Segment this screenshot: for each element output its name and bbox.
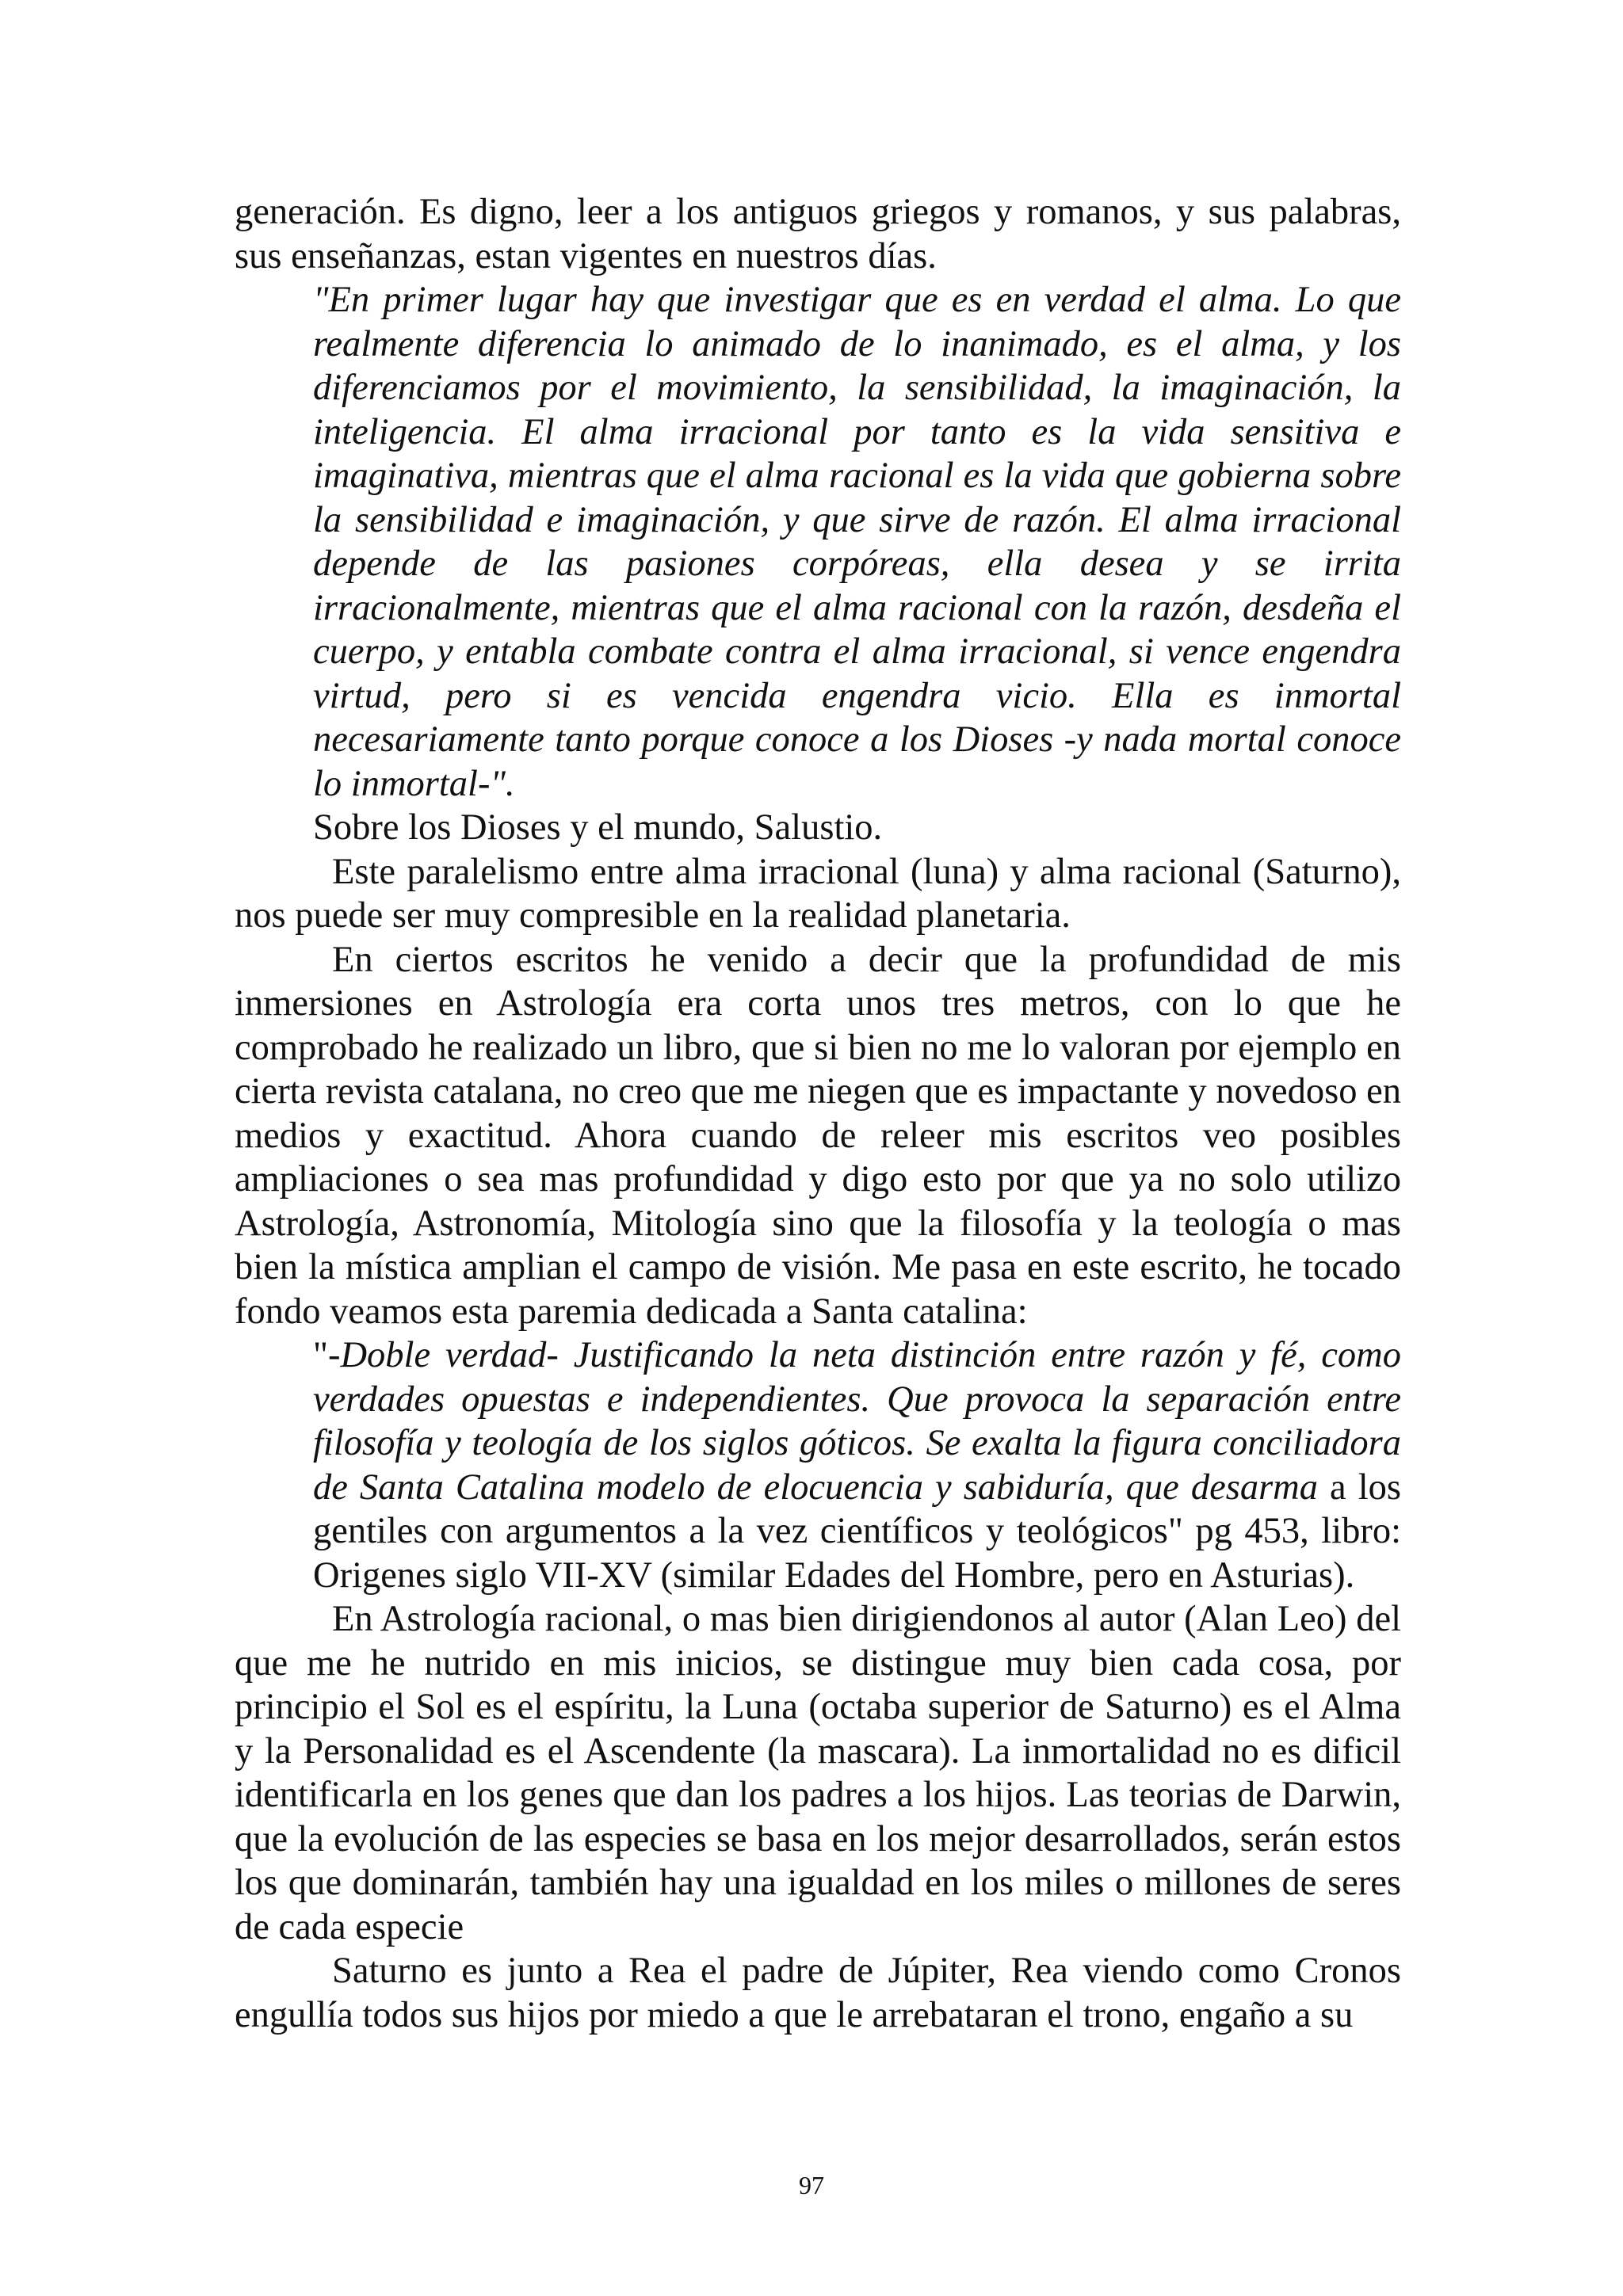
paragraph-paralelismo: Este paralelismo entre alma irracional (luna) y alma racional (Saturno), nos puede ser muy compresible en la realidad planetaria. [235, 851, 1401, 936]
page-number: 97 [799, 2171, 824, 2199]
paragraph-astrologia-racional: En Astrología racional, o mas bien dirigiendonos al autor (Alan Leo) del que me he nutrido en mis inicios, se distingue muy bien cada cosa, por principio el Sol es el espíritu, la Luna (octaba superior de Saturno) es el Alma y la Personalidad es el Ascendente (la mascara). La inmortalidad no es dificil identificarla en los genes que dan los padres a los hijos. Las teorias de Darwin, que la evolución de las especies se basa en los mejor desarrollados, serán estos los que dominarán, también hay una igualdad en los miles o millones de seres de cada especie [235, 1599, 1401, 1947]
quote-salustio: "En primer lugar hay que investigar que es en verdad el alma. Lo que realmente diferencia lo animado de lo inanimado, es el alma, y los diferenciamos por el movimiento, la sensibilidad, la imaginación, la inteligencia. El alma irracional por tanto es la vida sensitiva e imaginativa, mientras que el alma racional es la vida que gobierna sobre la sensibilidad e imaginación, y que sirve de razón. El alma irracional depende de las pasiones corpóreas, ella desea y se irrita irracionalmente, mientras que el alma racional con la razón, desdeña el cuerpo, y entabla combate contra el alma irracional, si vence engendra virtud, pero si es vencida engendra vicio. Ella es inmortal necesariamente tanto porque conoce a los Dioses -y nada mortal conoce lo inmortal-". [313, 280, 1401, 804]
quote-citation: a los gentiles con argumentos a la vez científicos y teológicos" pg 453, libro: Origenes siglo VII-XV (similar Edades del Hombre, pero en Asturias). [313, 1466, 1401, 1596]
paragraph-saturno: Saturno es junto a Rea el padre de Júpiter, Rea viendo como Cronos engullía todos sus hijos por miedo a que le arrebataran el trono, engaño a su [235, 1951, 1401, 2035]
paragraph-escritos: En ciertos escritos he venido a decir que la profundidad de mis inmersiones en Astrología era corta unos tres metros, con lo que he comprobado he realizado un libro, que si bien no me lo valoran por ejemplo en cierta revista catalana, no creo que me niegen que es impactante y novedoso en medios y exactitud. Ahora cuando de releer mis escritos veo posibles ampliaciones o sea mas profundidad y digo esto por que ya no solo utilizo Astrología, Astronomía, Mitología sino que la filosofía y la teología o mas bien la mística amplian el campo de visión. Me pasa en este escrito, he tocado fondo veamos esta paremia dedicada a Santa catalina: [235, 939, 1401, 1332]
quote-open-mark: " [313, 1335, 328, 1375]
page-body [235, 190, 1401, 2037]
quote-santa-catalina [313, 1333, 1401, 1597]
quote-source: Sobre los Dioses y el mundo, Salustio. [313, 807, 883, 848]
quote-italic-text: -Doble verdad- Justificando la neta distinción entre razón y fé, como verdades opuestas e independientes. Que provoca la separación entre filosofía y teología de los siglos góticos. Se exalta la figura conciliadora de Santa Catalina modelo de elocuencia y sabiduría, que desarma [313, 1335, 1401, 1508]
paragraph-continuation: generación. Es digno, leer a los antiguos griegos y romanos, y sus palabras, sus enseñanzas, estan vigentes en nuestros días. [235, 192, 1401, 277]
